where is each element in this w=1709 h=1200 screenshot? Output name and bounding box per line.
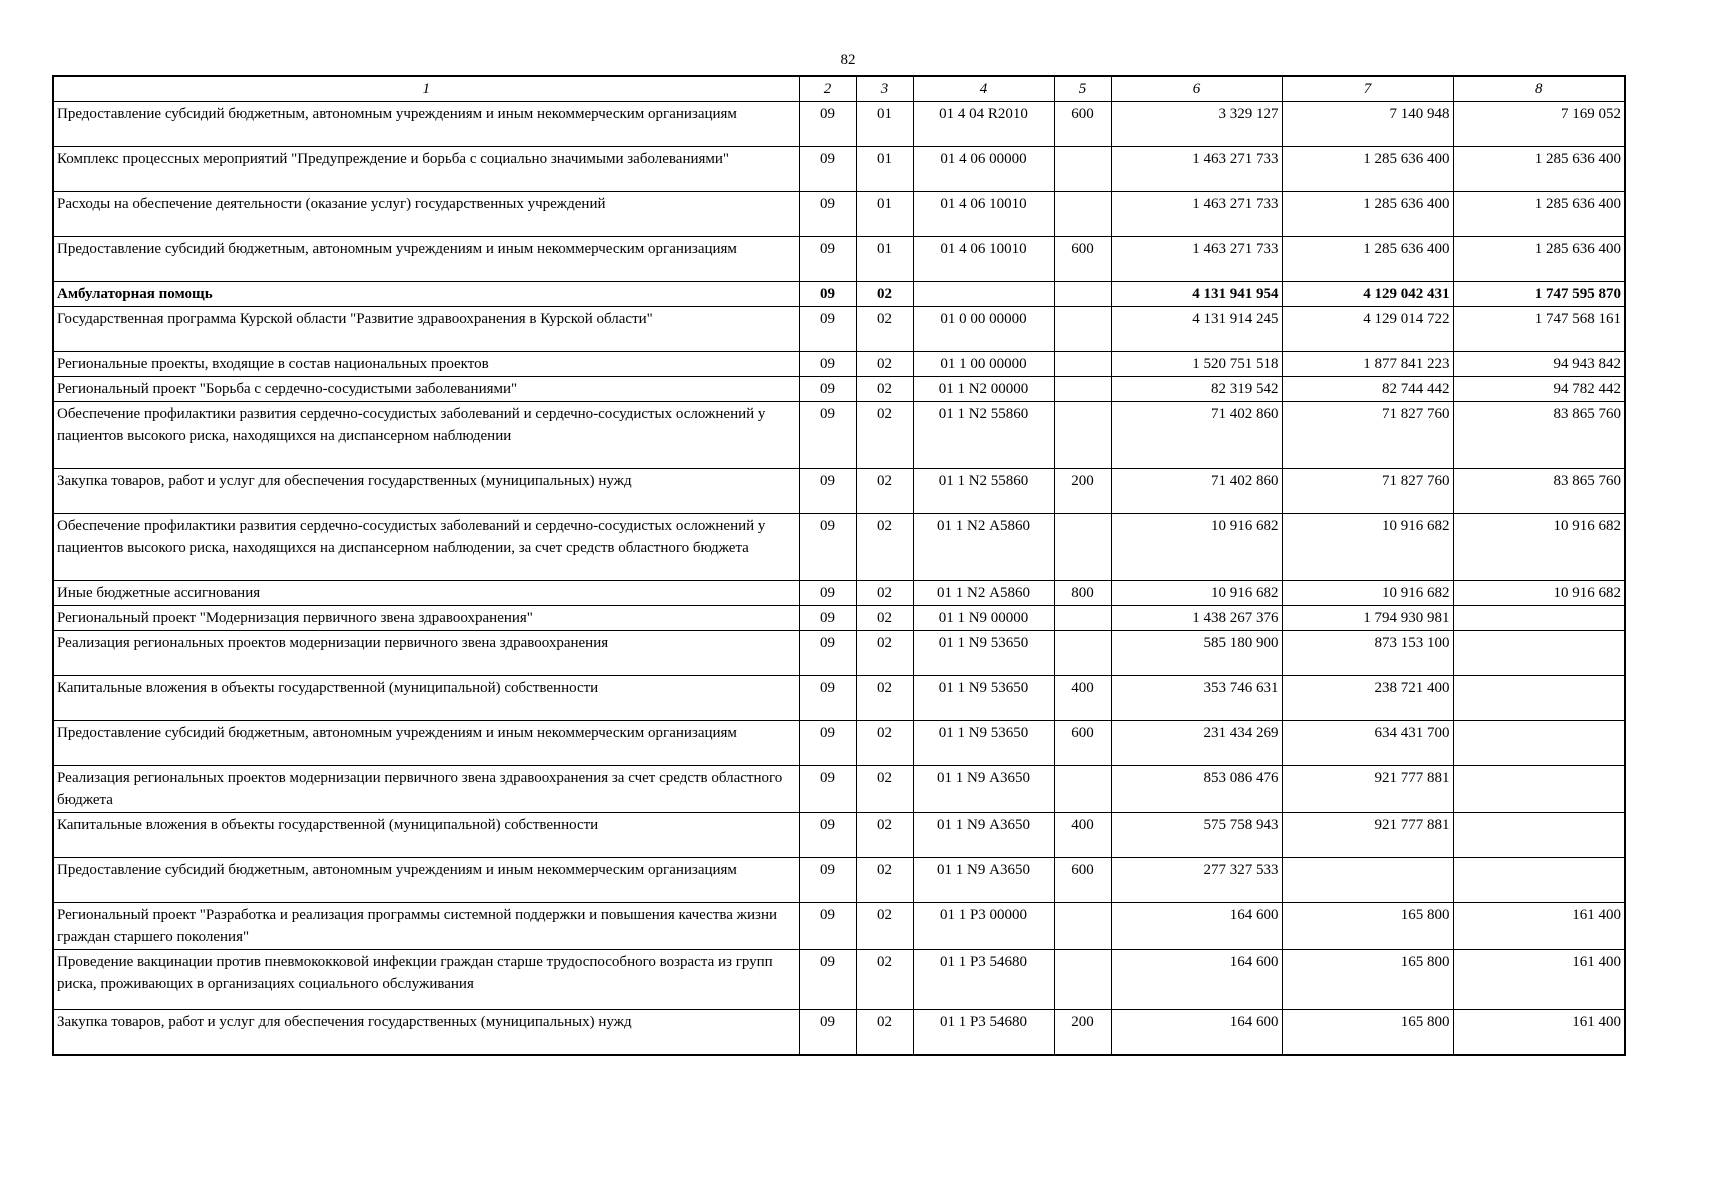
subsection-code: 02	[856, 282, 913, 307]
table-row	[53, 631, 1625, 676]
amount-col7: 1 285 636 400	[1282, 192, 1453, 237]
page-number: 82	[840, 52, 856, 68]
target-article-code: 01 1 N9 А3650	[913, 813, 1054, 858]
amount-col8: 83 865 760	[1453, 402, 1625, 469]
column-number: 8	[1453, 76, 1625, 102]
amount-col7: 634 431 700	[1282, 721, 1453, 766]
amount-col6: 10 916 682	[1111, 514, 1282, 581]
row-name: Предоставление субсидий бюджетным, автономным учреждениям и иным некоммерческим организациям	[53, 237, 799, 282]
amount-col6: 277 327 533	[1111, 858, 1282, 903]
amount-col6: 10 916 682	[1111, 581, 1282, 606]
amount-col6: 1 463 271 733	[1111, 192, 1282, 237]
amount-col6: 1 463 271 733	[1111, 237, 1282, 282]
subsection-code: 01	[856, 147, 913, 192]
section-code: 09	[799, 676, 856, 721]
row-name: Закупка товаров, работ и услуг для обеспечения государственных (муниципальных) нужд	[53, 469, 799, 514]
target-article-code: 01 1 P3 54680	[913, 1010, 1054, 1055]
section-code: 09	[799, 1010, 856, 1055]
section-code: 09	[799, 377, 856, 402]
amount-col8: 161 400	[1453, 1010, 1625, 1055]
subsection-code: 02	[856, 352, 913, 377]
amount-col7: 1 877 841 223	[1282, 352, 1453, 377]
subsection-code: 01	[856, 237, 913, 282]
expense-type-code: 600	[1054, 721, 1111, 766]
amount-col6: 585 180 900	[1111, 631, 1282, 676]
subsection-code: 01	[856, 192, 913, 237]
table-row	[53, 721, 1625, 766]
target-article-code: 01 1 N2 55860	[913, 469, 1054, 514]
target-article-code: 01 1 N9 53650	[913, 721, 1054, 766]
table-row	[53, 950, 1625, 1010]
expense-type-code: 600	[1054, 237, 1111, 282]
row-name: Предоставление субсидий бюджетным, автономным учреждениям и иным некоммерческим организациям	[53, 102, 799, 147]
section-code: 09	[799, 813, 856, 858]
row-name: Обеспечение профилактики развития сердечно-сосудистых заболеваний и сердечно-сосудистых осложнений у пациентов высокого риска, находящихся на диспансерном наблюдении	[53, 402, 799, 469]
amount-col6: 1 520 751 518	[1111, 352, 1282, 377]
amount-col8: 94 943 842	[1453, 352, 1625, 377]
amount-col8: 1 285 636 400	[1453, 237, 1625, 282]
subsection-code: 02	[856, 813, 913, 858]
amount-col6: 231 434 269	[1111, 721, 1282, 766]
amount-col7: 921 777 881	[1282, 766, 1453, 813]
expense-type-code	[1054, 192, 1111, 237]
expense-type-code	[1054, 377, 1111, 402]
amount-col8	[1453, 813, 1625, 858]
amount-col7: 10 916 682	[1282, 514, 1453, 581]
amount-col6: 164 600	[1111, 950, 1282, 1010]
section-code: 09	[799, 606, 856, 631]
amount-col8: 1 747 568 161	[1453, 307, 1625, 352]
section-code: 09	[799, 631, 856, 676]
table-row	[53, 469, 1625, 514]
row-name: Обеспечение профилактики развития сердечно-сосудистых заболеваний и сердечно-сосудистых осложнений у пациентов высокого риска, находящихся на диспансерном наблюдении, за счет средств областного бюджета	[53, 514, 799, 581]
column-number: 3	[856, 76, 913, 102]
target-article-code: 01 0 00 00000	[913, 307, 1054, 352]
amount-col8: 10 916 682	[1453, 514, 1625, 581]
amount-col6: 164 600	[1111, 1010, 1282, 1055]
expense-type-code	[1054, 766, 1111, 813]
amount-col8: 1 285 636 400	[1453, 147, 1625, 192]
column-number: 5	[1054, 76, 1111, 102]
row-name: Региональный проект "Борьба с сердечно-сосудистыми заболеваниями"	[53, 377, 799, 402]
section-code: 09	[799, 581, 856, 606]
amount-col6: 1 463 271 733	[1111, 147, 1282, 192]
row-name: Капитальные вложения в объекты государственной (муниципальной) собственности	[53, 676, 799, 721]
column-number: 6	[1111, 76, 1282, 102]
amount-col6: 71 402 860	[1111, 402, 1282, 469]
amount-col7: 1 285 636 400	[1282, 237, 1453, 282]
section-code: 09	[799, 903, 856, 950]
amount-col8: 83 865 760	[1453, 469, 1625, 514]
amount-col7: 165 800	[1282, 1010, 1453, 1055]
row-name: Государственная программа Курской области "Развитие здравоохранения в Курской области"	[53, 307, 799, 352]
budget-table	[52, 75, 1626, 1056]
amount-col7: 1 285 636 400	[1282, 147, 1453, 192]
table-row	[53, 147, 1625, 192]
amount-col7: 10 916 682	[1282, 581, 1453, 606]
expense-type-code	[1054, 402, 1111, 469]
amount-col7: 165 800	[1282, 903, 1453, 950]
amount-col8: 94 782 442	[1453, 377, 1625, 402]
target-article-code: 01 4 06 10010	[913, 192, 1054, 237]
amount-col8	[1453, 721, 1625, 766]
expense-type-code: 800	[1054, 581, 1111, 606]
target-article-code: 01 1 N9 53650	[913, 631, 1054, 676]
amount-col6: 3 329 127	[1111, 102, 1282, 147]
target-article-code: 01 1 N9 А3650	[913, 766, 1054, 813]
table-row	[53, 514, 1625, 581]
expense-type-code	[1054, 514, 1111, 581]
table-row	[53, 402, 1625, 469]
subsection-code: 02	[856, 721, 913, 766]
row-name: Иные бюджетные ассигнования	[53, 581, 799, 606]
table-row	[53, 813, 1625, 858]
amount-col6: 82 319 542	[1111, 377, 1282, 402]
row-name: Комплекс процессных мероприятий "Предупреждение и борьба с социально значимыми заболеваниями"	[53, 147, 799, 192]
subsection-code: 02	[856, 581, 913, 606]
amount-col6: 4 131 941 954	[1111, 282, 1282, 307]
table-row	[53, 282, 1625, 307]
amount-col7: 4 129 014 722	[1282, 307, 1453, 352]
subsection-code: 02	[856, 631, 913, 676]
subsection-code: 02	[856, 402, 913, 469]
amount-col8: 7 169 052	[1453, 102, 1625, 147]
target-article-code: 01 4 06 10010	[913, 237, 1054, 282]
amount-col8: 161 400	[1453, 903, 1625, 950]
table-row	[53, 102, 1625, 147]
subsection-code: 02	[856, 676, 913, 721]
section-code: 09	[799, 766, 856, 813]
column-number: 1	[53, 76, 799, 102]
subsection-code: 02	[856, 606, 913, 631]
table-row	[53, 192, 1625, 237]
amount-col8	[1453, 606, 1625, 631]
amount-col6: 71 402 860	[1111, 469, 1282, 514]
subsection-code: 02	[856, 1010, 913, 1055]
row-name: Региональный проект "Модернизация первичного звена здравоохранения"	[53, 606, 799, 631]
expense-type-code: 200	[1054, 469, 1111, 514]
expense-type-code	[1054, 307, 1111, 352]
table-row	[53, 352, 1625, 377]
amount-col6: 4 131 914 245	[1111, 307, 1282, 352]
row-name: Капитальные вложения в объекты государственной (муниципальной) собственности	[53, 813, 799, 858]
subsection-code: 02	[856, 469, 913, 514]
column-number: 2	[799, 76, 856, 102]
subsection-code: 02	[856, 903, 913, 950]
amount-col7: 1 794 930 981	[1282, 606, 1453, 631]
expense-type-code	[1054, 606, 1111, 631]
target-article-code: 01 1 N2 55860	[913, 402, 1054, 469]
target-article-code: 01 4 06 00000	[913, 147, 1054, 192]
row-name: Расходы на обеспечение деятельности (оказание услуг) государственных учреждений	[53, 192, 799, 237]
target-article-code	[913, 282, 1054, 307]
section-code: 09	[799, 402, 856, 469]
target-article-code: 01 1 N2 А5860	[913, 581, 1054, 606]
row-name: Региональный проект "Разработка и реализация программы системной поддержки и повышения качества жизни граждан старшего поколения"	[53, 903, 799, 950]
expense-type-code: 200	[1054, 1010, 1111, 1055]
column-number: 4	[913, 76, 1054, 102]
table-row	[53, 766, 1625, 813]
section-code: 09	[799, 147, 856, 192]
target-article-code: 01 1 N2 А5860	[913, 514, 1054, 581]
row-name: Закупка товаров, работ и услуг для обеспечения государственных (муниципальных) нужд	[53, 1010, 799, 1055]
amount-col8	[1453, 676, 1625, 721]
section-code: 09	[799, 237, 856, 282]
section-code: 09	[799, 282, 856, 307]
expense-type-code	[1054, 903, 1111, 950]
amount-col7: 873 153 100	[1282, 631, 1453, 676]
target-article-code: 01 1 P3 54680	[913, 950, 1054, 1010]
table-row	[53, 858, 1625, 903]
section-code: 09	[799, 192, 856, 237]
amount-col7	[1282, 858, 1453, 903]
amount-col6: 353 746 631	[1111, 676, 1282, 721]
section-code: 09	[799, 950, 856, 1010]
amount-col6: 853 086 476	[1111, 766, 1282, 813]
amount-col8	[1453, 631, 1625, 676]
target-article-code: 01 1 N2 00000	[913, 377, 1054, 402]
expense-type-code: 600	[1054, 858, 1111, 903]
subsection-code: 01	[856, 102, 913, 147]
subsection-code: 02	[856, 858, 913, 903]
target-article-code: 01 1 N9 00000	[913, 606, 1054, 631]
section-code: 09	[799, 721, 856, 766]
column-number: 7	[1282, 76, 1453, 102]
amount-col7: 71 827 760	[1282, 469, 1453, 514]
row-name: Региональные проекты, входящие в состав национальных проектов	[53, 352, 799, 377]
amount-col7: 7 140 948	[1282, 102, 1453, 147]
row-name: Реализация региональных проектов модернизации первичного звена здравоохранения	[53, 631, 799, 676]
amount-col6: 164 600	[1111, 903, 1282, 950]
row-name: Предоставление субсидий бюджетным, автономным учреждениям и иным некоммерческим организациям	[53, 721, 799, 766]
expense-type-code: 400	[1054, 813, 1111, 858]
target-article-code: 01 1 N9 А3650	[913, 858, 1054, 903]
table-row	[53, 903, 1625, 950]
table-row	[53, 606, 1625, 631]
subsection-code: 02	[856, 950, 913, 1010]
column-number-row	[53, 76, 1625, 102]
table-row	[53, 307, 1625, 352]
subsection-code: 02	[856, 307, 913, 352]
section-code: 09	[799, 352, 856, 377]
amount-col8: 1 747 595 870	[1453, 282, 1625, 307]
expense-type-code: 400	[1054, 676, 1111, 721]
amount-col8: 1 285 636 400	[1453, 192, 1625, 237]
amount-col6: 1 438 267 376	[1111, 606, 1282, 631]
amount-col7: 71 827 760	[1282, 402, 1453, 469]
target-article-code: 01 4 04 R2010	[913, 102, 1054, 147]
target-article-code: 01 1 P3 00000	[913, 903, 1054, 950]
row-name: Проведение вакцинации против пневмококковой инфекции граждан старше трудоспособного возраста из групп риска, проживающих в организациях социального обслуживания	[53, 950, 799, 1010]
target-article-code: 01 1 N9 53650	[913, 676, 1054, 721]
section-code: 09	[799, 514, 856, 581]
amount-col8: 10 916 682	[1453, 581, 1625, 606]
expense-type-code	[1054, 631, 1111, 676]
table-row	[53, 1010, 1625, 1055]
expense-type-code	[1054, 147, 1111, 192]
section-code: 09	[799, 469, 856, 514]
target-article-code: 01 1 00 00000	[913, 352, 1054, 377]
amount-col8	[1453, 766, 1625, 813]
expense-type-code	[1054, 352, 1111, 377]
row-name: Амбулаторная помощь	[53, 282, 799, 307]
amount-col7: 165 800	[1282, 950, 1453, 1010]
section-code: 09	[799, 307, 856, 352]
amount-col8: 161 400	[1453, 950, 1625, 1010]
table-row	[53, 676, 1625, 721]
table-row	[53, 581, 1625, 606]
expense-type-code	[1054, 950, 1111, 1010]
amount-col7: 82 744 442	[1282, 377, 1453, 402]
expense-type-code	[1054, 282, 1111, 307]
amount-col7: 4 129 042 431	[1282, 282, 1453, 307]
row-name: Предоставление субсидий бюджетным, автономным учреждениям и иным некоммерческим организациям	[53, 858, 799, 903]
subsection-code: 02	[856, 377, 913, 402]
expense-type-code: 600	[1054, 102, 1111, 147]
table-row	[53, 237, 1625, 282]
section-code: 09	[799, 858, 856, 903]
amount-col6: 575 758 943	[1111, 813, 1282, 858]
amount-col7: 238 721 400	[1282, 676, 1453, 721]
table-body	[53, 102, 1625, 1055]
table-row	[53, 377, 1625, 402]
subsection-code: 02	[856, 766, 913, 813]
subsection-code: 02	[856, 514, 913, 581]
section-code: 09	[799, 102, 856, 147]
row-name: Реализация региональных проектов модернизации первичного звена здравоохранения за счет средств областного бюджета	[53, 766, 799, 813]
amount-col7: 921 777 881	[1282, 813, 1453, 858]
amount-col8	[1453, 858, 1625, 903]
